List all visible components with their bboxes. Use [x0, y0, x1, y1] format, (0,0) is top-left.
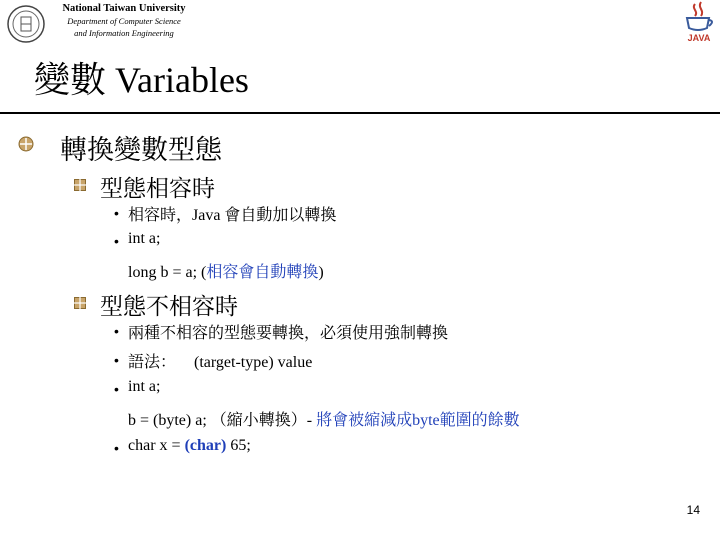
bullet-dot: •	[114, 233, 119, 249]
department-line-1: Department of Computer Science	[67, 16, 181, 26]
code-text: char x =	[128, 437, 185, 454]
compatible-bullet-2: int a;	[128, 230, 161, 247]
java-logo-icon	[678, 0, 720, 44]
compatible-heading: 型態相容時	[100, 176, 215, 201]
title-divider	[0, 112, 720, 114]
department-line-2: and Information Engineering	[74, 28, 174, 38]
compatible-bullet-2-line2	[128, 259, 324, 282]
code-text: long b = a; (	[128, 264, 207, 281]
compatible-bullet-1: 相容時，Java 會自動加以轉換	[128, 207, 337, 224]
university-name: National Taiwan University	[62, 3, 186, 14]
incompatible-bullet-1: 兩種不相容的型態要轉換，必須使用強制轉換	[128, 325, 449, 342]
code-text: )	[318, 264, 324, 281]
java-logo-text: JAVA	[687, 33, 711, 43]
blue-note: 將會被縮減成byte範圍的餘數	[316, 412, 520, 429]
code-text: 65;	[226, 437, 251, 454]
level2-bullet-icon	[74, 178, 86, 196]
incompatible-bullet-4	[128, 437, 251, 455]
level1-heading: 轉換變數型態	[60, 135, 222, 165]
university-header	[34, 3, 214, 39]
blue-note: 相容會自動轉換	[206, 264, 319, 281]
incompatible-bullet-2	[128, 349, 312, 372]
bullet-dot: •	[114, 352, 119, 368]
level2-bullet-icon	[74, 296, 86, 314]
level1-bullet-icon	[18, 136, 34, 157]
bullet-dot: •	[114, 381, 119, 397]
slide-title: 變數 Variables	[34, 60, 249, 100]
code-text: b = (byte) a; （縮小轉換）-	[128, 412, 317, 429]
bullet-dot: •	[114, 440, 119, 456]
syntax-label: 語法：	[128, 354, 177, 371]
bullet-dot: •	[114, 205, 119, 221]
syntax-value: (target-type) value	[194, 354, 313, 371]
page-number: 14	[686, 503, 700, 517]
incompatible-bullet-3-line2	[128, 407, 520, 430]
incompatible-heading: 型態不相容時	[100, 294, 238, 319]
bullet-dot: •	[114, 323, 119, 339]
incompatible-bullet-3: int a;	[128, 378, 161, 395]
cast-keyword: (char)	[184, 437, 227, 454]
